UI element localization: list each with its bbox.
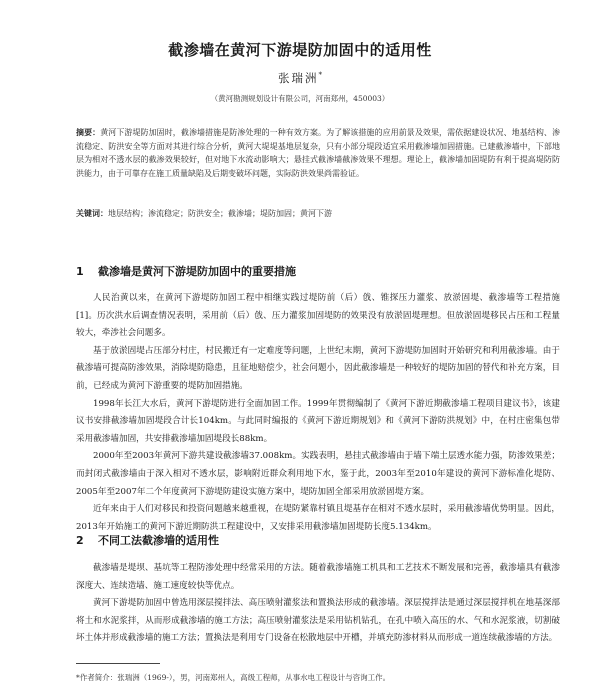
keywords-label: 关键词：: [76, 209, 108, 218]
section-1-number: 1: [76, 265, 84, 278]
section-2-number: 2: [76, 534, 84, 547]
paragraph: 人民治黄以来，在黄河下游堤防加固工程中相继实践过堤防前（后）戗、锥探压力灌浆、放淤固堤、截渗墙等工程措施[1]。历次洪水后调查情况表明，采用前（后）戗、压力灌浆加固堤防的效果没有放淤固堤理想。但放淤固堤移民占压和工程量较大，牵涉社会问题多。: [76, 293, 560, 339]
paragraph: 近年来由于人们对移民和投资问题越来越重视，在堤防紧靠村镇且堤基存在相对不透水层时，采用截渗墙优势明显。因此，2013年开始施工的黄河下游近期防洪工程建设中，又安排采用截渗墙加固堤防长度5.134km。: [76, 504, 560, 532]
paragraph: 2000年至2003年黄河下游共建设截渗墙37.008km。实践表明，悬挂式截渗墙由于墙下端土层透水能力强，防渗效果差；而封闭式截渗墙由于深入相对不透水层，影响附近群众利用地下水，鉴于此，2003年至2010年建设的黄河下游标准化堤防、2005年至2007年二个年度黄河下游堤防建设实施方案中，堤防加固全部采用放淤固堤方案。: [76, 451, 560, 497]
section-2-heading: [76, 532, 219, 548]
abstract-text: 黄河下游堤防加固时，截渗墙措施是防渗处理的一种有效方案。为了解该措施的应用前景及效果，需依据建设状况、地基结构、渗流稳定、防洪安全等方面对其进行综合分析，黄河大堤堤基地层复杂，只有小部分堤段适宜采用截渗墙加固措施。已建截渗墙中，下部地层为相对不透水层的截渗效果较好，但对地下水流动影响大；悬挂式截渗墙截渗效果不理想。理论上，截渗墙加固堤防有利于提高堤防防洪能力，由于可靠存在施工质量缺陷及后期变破坏问题，实际防洪效果尚需验证。: [76, 128, 560, 178]
section-2-body: [76, 560, 560, 648]
paragraph: 截渗墙是堤坝、基坑等工程防渗处理中经常采用的方法。随着截渗墙施工机具和工艺技术不断发展和完善，截渗墙具有截渗深度大、连续造墙、施工速度较快等优点。: [76, 563, 560, 591]
keywords: [76, 208, 560, 219]
abstract: [76, 126, 560, 180]
abstract-label: 摘要：: [76, 128, 101, 137]
author-footnote-mark: *: [318, 71, 322, 80]
author-name: 张瑞洲: [278, 71, 319, 85]
keywords-text: 地层结构；渗流稳定；防洪安全；截渗墙；堤防加固；黄河下游: [108, 209, 332, 218]
paragraph: 黄河下游堤防加固中曾选用深层搅拌法、高压喷射灌浆法和置换法形成的截渗墙。深层搅拌法是通过深层搅拌机在地基深部将土和水泥浆拌，从而形成截渗墙的施工方法；高压喷射灌浆法是采用钻机钻孔，在孔中喷入高压的水、气和水泥浆液，切割破坏土体并形成截渗墙的施工方法；置换法是利用专门设备在松散地层中开槽，并填充防渗材料从而形成一道连续截渗墙的方法。: [76, 598, 560, 644]
paper-title: 截渗墙在黄河下游堤防加固中的适用性: [168, 41, 432, 59]
section-2-title: 不同工法截渗墙的适用性: [98, 534, 219, 547]
footnote-divider: [76, 663, 160, 664]
paragraph: 1998年长江大水后，黄河下游堤防进行全面加固工作。1999年贯彻编制了《黄河下游近期截渗墙工程项目建议书》，该建议书安排截渗墙加固堤段合计长104km。与此同时编报的《黄河下游近期规划》和《黄河下游防洪规划》中，在村庄密集包带采用截渗墙加固，共安排截渗墙加固堤段长88km。: [76, 398, 560, 444]
author-footnote: *作者简介：张瑞洲（1969-），男，河南郑州人，高级工程师，从事水电工程设计与咨询工作。: [76, 673, 391, 682]
section-1-title: 截渗墙是黄河下游堤防加固中的重要措施: [98, 265, 296, 278]
author-affiliation: （黄河勘测规划设计有限公司，河南郑州，450003）: [210, 94, 390, 103]
section-1-body: [76, 290, 560, 536]
section-1-heading: [76, 263, 296, 279]
paragraph: 基于放淤固堤占压部分村庄，村民搬迁有一定难度等问题，上世纪末期，黄河下游堤防加固时开始研究和利用截渗墙。由于截渗墙可提高防渗效果，消除堤防隐患，且征地赔偿少，社会问题小，因此截渗墙是一种较好的堤防加固的替代和补充方案，目前，已经成为黄河下游重要的堤防加固措施。: [76, 345, 560, 391]
author-line: [0, 70, 600, 86]
